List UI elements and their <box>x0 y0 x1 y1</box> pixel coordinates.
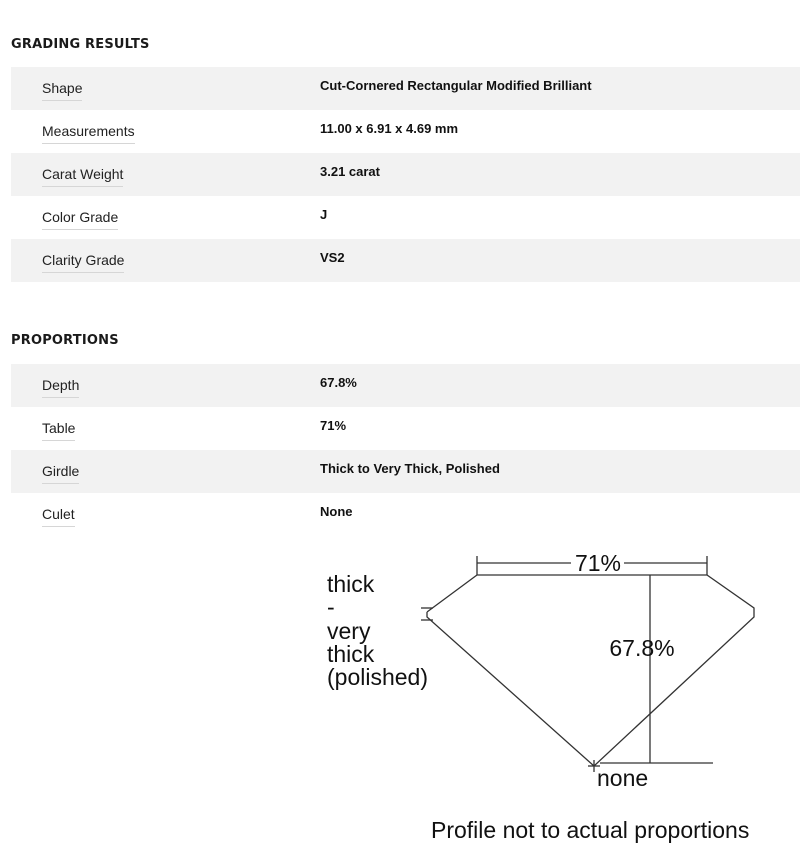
carat-weight-label: Carat Weight <box>42 166 123 187</box>
diagram-caption: Profile not to actual proportions <box>431 817 750 843</box>
table-row-depth <box>11 364 800 407</box>
table-value: 71% <box>320 418 347 433</box>
color-grade-label: Color Grade <box>42 209 118 230</box>
table-row-table <box>11 407 800 450</box>
color-grade-value: J <box>320 207 328 222</box>
girdle-label: Girdle <box>42 463 79 484</box>
grading-results-heading: GRADING RESULTS <box>11 37 150 52</box>
table-row-color-grade <box>11 196 800 239</box>
table-label: Table <box>42 420 75 441</box>
table-row-measurements <box>11 110 800 153</box>
girdle-description <box>327 571 428 690</box>
girdle-text-line-4: thick <box>327 641 375 667</box>
girdle-text-line-1: thick <box>327 571 375 597</box>
clarity-grade-label: Clarity Grade <box>42 252 124 273</box>
depth-percentage-label: 67.8% <box>609 635 675 661</box>
girdle-text-line-3: very <box>327 618 371 644</box>
shape-label: Shape <box>42 80 82 101</box>
diamond-profile-outline <box>427 575 754 766</box>
girdle-value: Thick to Very Thick, Polished <box>320 461 500 476</box>
table-row-clarity-grade <box>11 239 800 282</box>
culet-value: None <box>320 504 353 519</box>
culet-label: Culet <box>42 506 75 527</box>
table-row-culet <box>11 493 800 536</box>
clarity-grade-value: VS2 <box>320 250 345 265</box>
diamond-profile-diagram <box>0 540 800 865</box>
proportions-heading: PROPORTIONS <box>11 333 119 348</box>
measurements-label: Measurements <box>42 123 135 144</box>
depth-label: Depth <box>42 377 79 398</box>
girdle-text-line-5: (polished) <box>327 664 428 690</box>
shape-value: Cut-Cornered Rectangular Modified Brilliant <box>320 78 592 93</box>
table-percentage-label: 71% <box>574 550 622 576</box>
diamond-outline <box>421 556 754 772</box>
carat-weight-value: 3.21 carat <box>320 164 380 179</box>
proportions-table <box>11 364 800 536</box>
table-row-girdle <box>11 450 800 493</box>
grading-results-table <box>11 67 800 282</box>
table-row-carat-weight <box>11 153 800 196</box>
measurements-value: 11.00 x 6.91 x 4.69 mm <box>320 121 459 136</box>
table-row-shape <box>11 67 800 110</box>
girdle-text-line-2: - <box>327 594 335 620</box>
depth-value: 67.8% <box>320 375 357 390</box>
culet-none-label: none <box>597 765 649 791</box>
